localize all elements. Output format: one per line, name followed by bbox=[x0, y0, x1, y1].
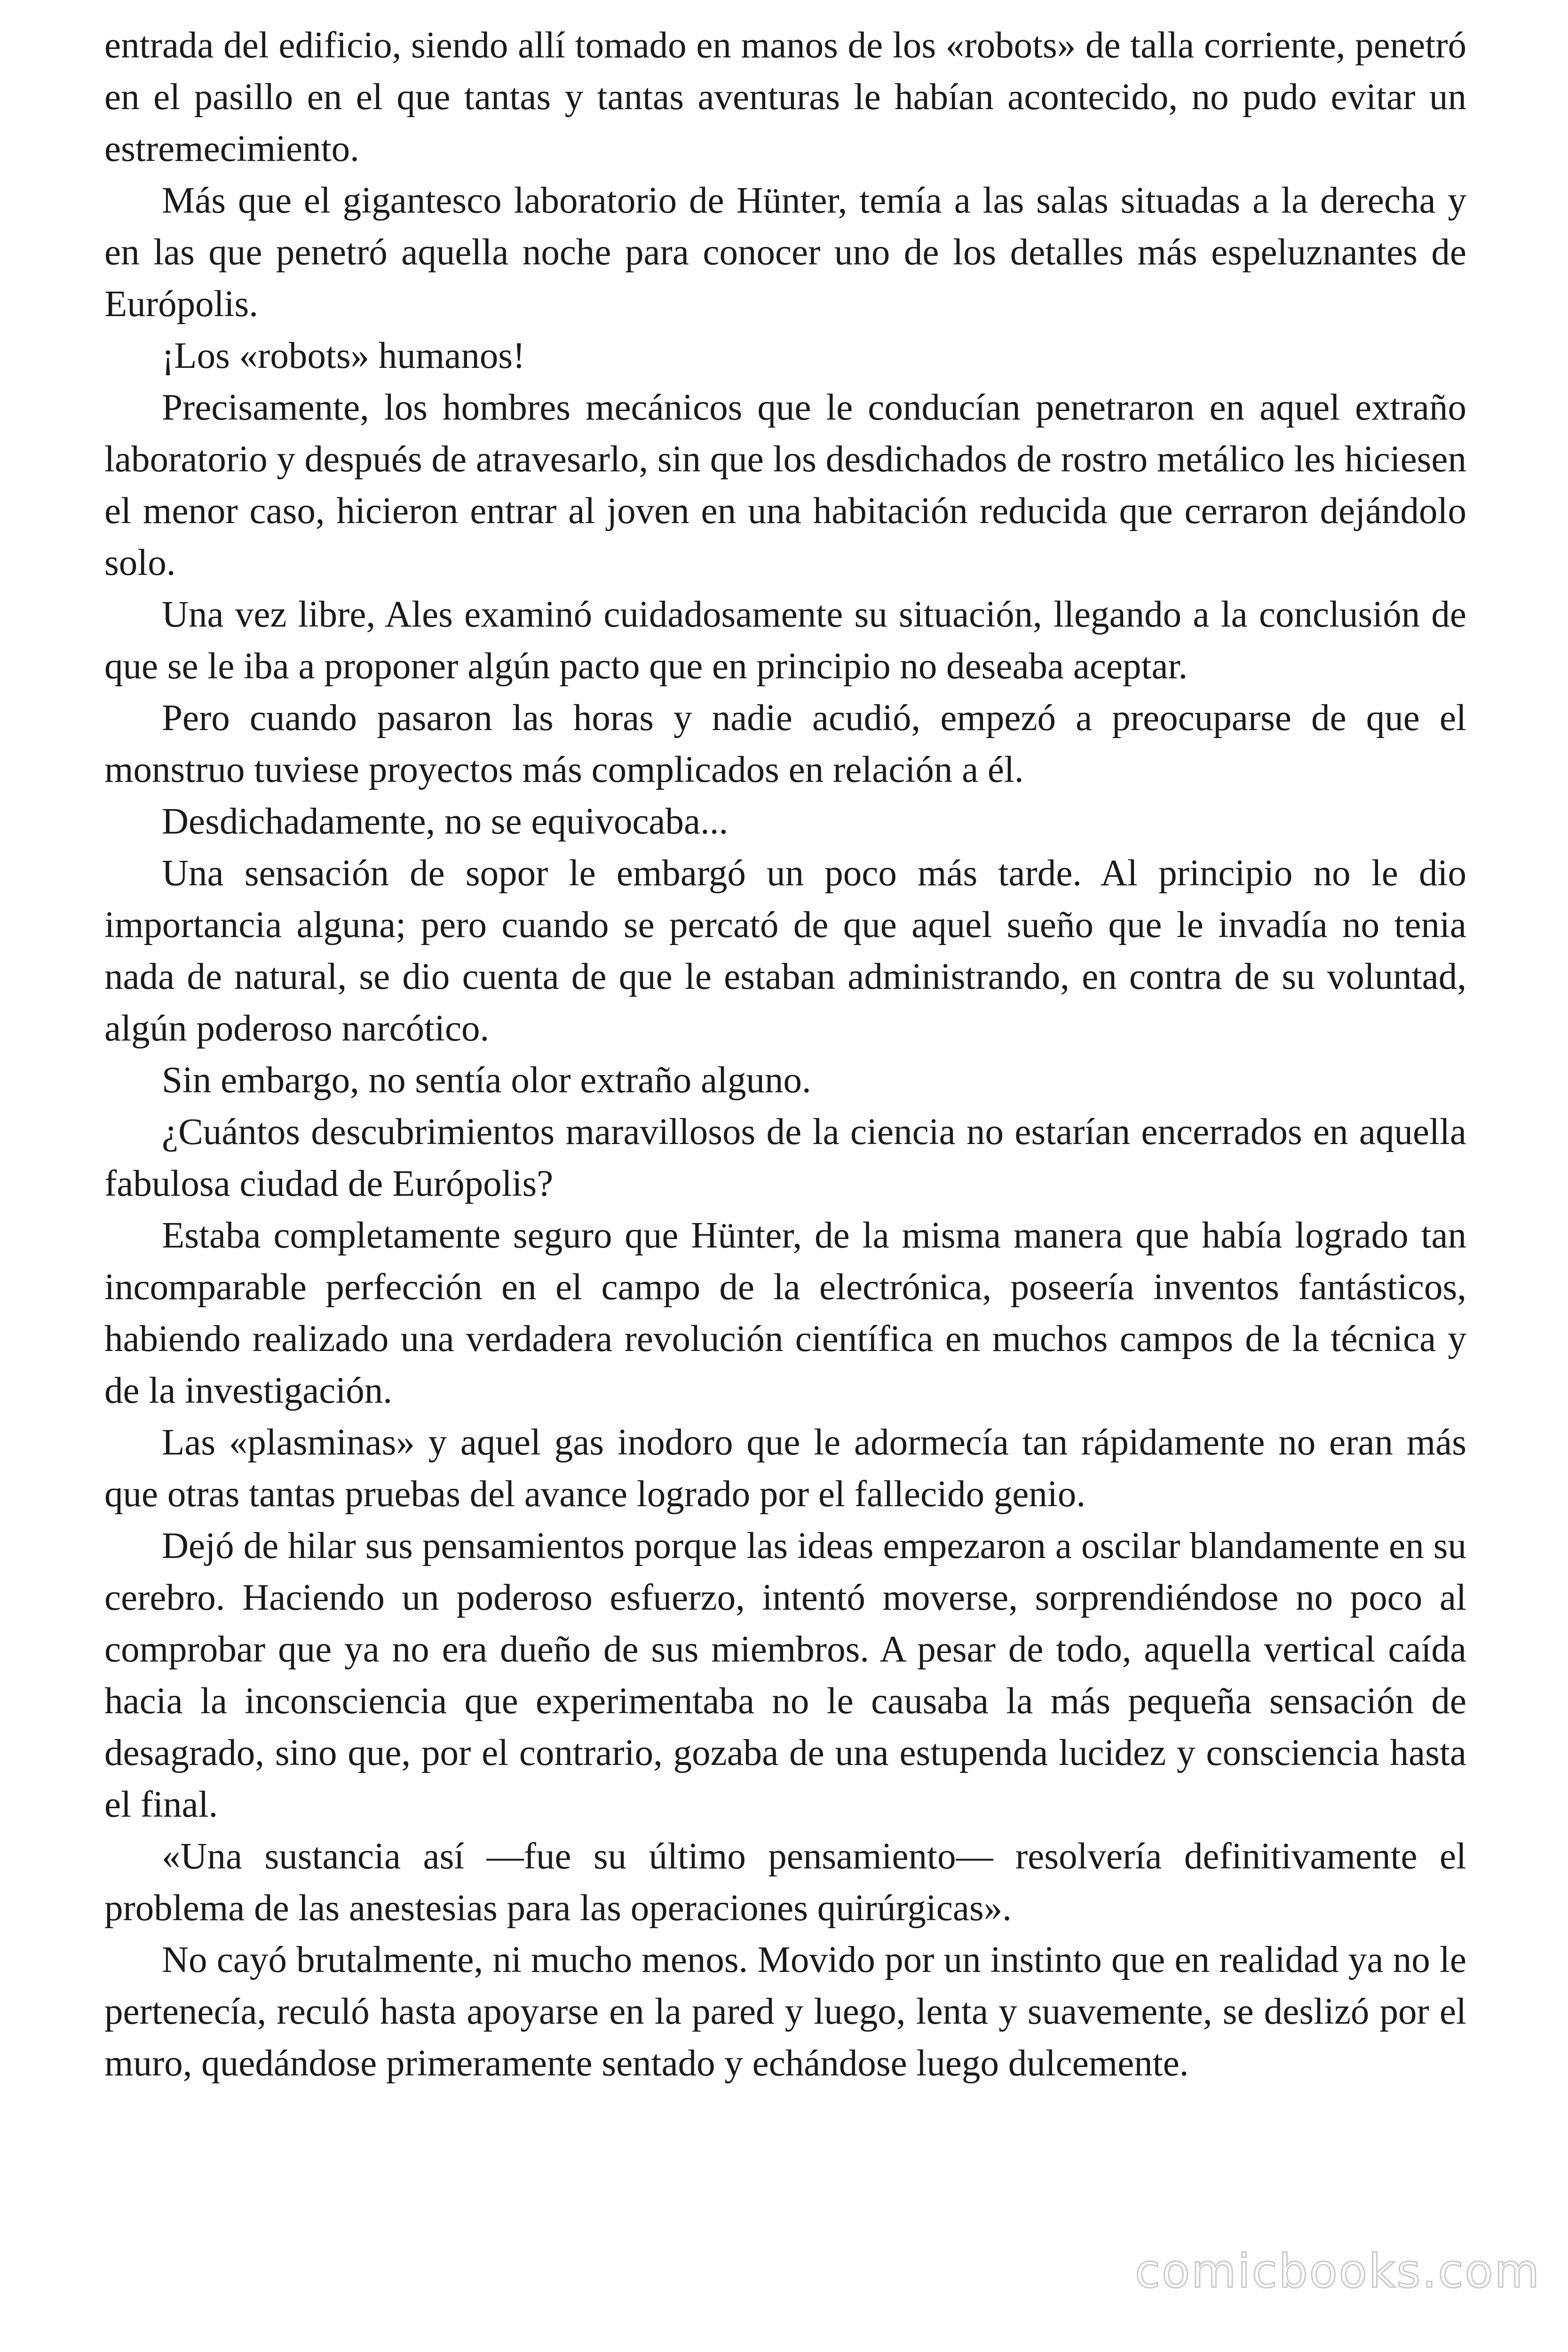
paragraph-6: Pero cuando pasaron las horas y nadie acudió, empezó a preocuparse de que el monstruo tuviese proyectos más complicados en relación a él. bbox=[104, 698, 1466, 790]
paragraph-5: Una vez libre, Ales examinó cuidadosamente su situación, llegando a la conclusión de que se le iba a proponer algún pacto que en principio no deseaba aceptar. bbox=[104, 594, 1466, 687]
paragraph-11: Estaba completamente seguro que Hünter, de la misma manera que había logrado tan incomparable perfección en el campo de la electrónica, poseería inventos fantásticos, habiendo realizado una verdadera revolución científica en muchos campos de la técnica y de la investigación. bbox=[104, 1215, 1466, 1411]
paragraph-4: Precisamente, los hombres mecánicos que le conducían penetraron en aquel extraño laboratorio y después de atravesarlo, sin que los desdichados de rostro metálico les hiciesen el menor caso, hicieron entrar al joven en una habitación reducida que cerraron dejándolo solo. bbox=[104, 387, 1466, 583]
paragraph-2: Más que el gigantesco laboratorio de Hünter, temía a las salas situadas a la derecha y en las que penetró aquella noche para conocer uno de los detalles más espeluznantes de Európolis. bbox=[104, 180, 1466, 325]
paragraph-15: No cayó brutalmente, ni mucho menos. Movido por un instinto que en realidad ya no le pertenecía, reculó hasta apoyarse en la pared y luego, lenta y suavemente, se deslizó por el muro, quedándose primeramente sentado y echándose luego dulcemente. bbox=[104, 1939, 1466, 2084]
paragraph-13: Dejó de hilar sus pensamientos porque las ideas empezaron a oscilar blandamente en su cerebro. Haciendo un poderoso esfuerzo, intentó moverse, sorprendiéndose no poco al comprobar que ya no era dueño de sus miembros. A pesar de todo, aquella vertical caída hacia la inconsciencia que experimentaba no le causaba la más pequeña sensación de desagrado, sino que, por el contrario, gozaba de una estupenda lucidez y consciencia hasta el final. bbox=[104, 1526, 1466, 1825]
paragraph-7: Desdichadamente, no se equivocaba... bbox=[162, 801, 729, 842]
paragraph-10: ¿Cuántos descubrimientos maravillosos de la ciencia no estarían encerrados en aquella fabulosa ciudad de Európolis? bbox=[104, 1112, 1466, 1204]
paragraph-12: Las «plasminas» y aquel gas inodoro que le adormecía tan rápidamente no eran más que otras tantas pruebas del avance logrado por el fallecido genio. bbox=[104, 1422, 1466, 1515]
page-text bbox=[104, 20, 1466, 2090]
watermark: comicbooks.com bbox=[1135, 2245, 1541, 2298]
paragraph-14: «Una sustancia así —fue su último pensamiento— resolvería definitivamente el problema de las anestesias para las operaciones quirúrgicas». bbox=[104, 1836, 1466, 1929]
paragraph-9: Sin embargo, no sentía olor extraño alguno. bbox=[162, 1060, 811, 1101]
paragraph-1: entrada del edificio, siendo allí tomado en manos de los «robots» de talla corriente, penetró en el pasillo en el que tantas y tantas aventuras le habían acontecido, no pudo evitar un estremecimiento. bbox=[104, 25, 1466, 169]
paragraph-8: Una sensación de sopor le embargó un poco más tarde. Al principio no le dio importancia alguna; pero cuando se percató de que aquel sueño que le invadía no tenia nada de natural, se dio cuenta de que le estaban administrando, en contra de su voluntad, algún poderoso narcótico. bbox=[104, 853, 1466, 1049]
paragraph-3: ¡Los «robots» humanos! bbox=[162, 335, 525, 376]
